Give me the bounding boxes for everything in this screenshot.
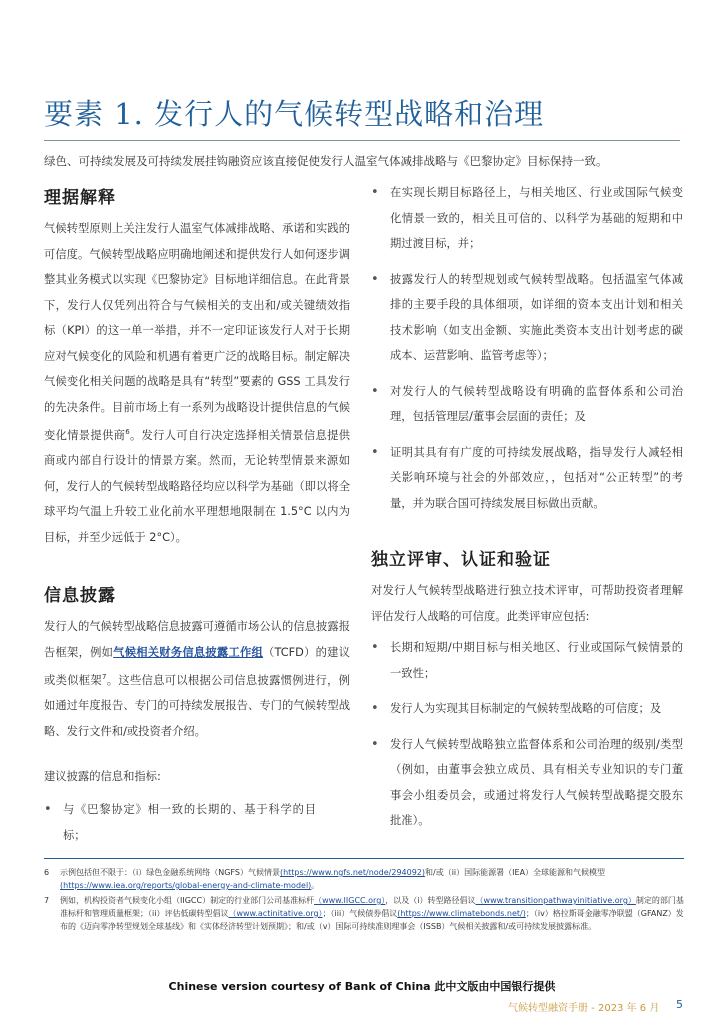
list-item: • 与《巴黎协定》相一致的长期的、基于科学的目标； — [44, 797, 316, 848]
act-link[interactable]: （www.actinitative.org） — [228, 909, 323, 918]
disclosure-heading: 信息披露 — [44, 586, 116, 606]
footnote-divider — [44, 858, 684, 859]
footnote-ref-6[interactable]: 6 — [125, 428, 130, 436]
review-heading: 独立评审、认证和验证 — [371, 550, 551, 570]
footnote-number: 6 — [44, 868, 50, 877]
footnote-text: 和/或（ii）国际能源署（IEA）全球能源和气候模型 — [425, 868, 606, 877]
rationale-text-part-1: 气候转型原则上关注发行人温室气体减排战略、承诺和实践的可信度。气候转型战略应明确地阐述和提供发行人如何逐步调整其业务模式以实现《巴黎协定》目标地详细信息。在此背景下，发行人仅凭列出符合与气候相关的支出和/或关键绩效指标（KPI）的这一单一举措，并不一定印证该发行人对于长期应对气候变化的风险和机遇有着更广泛的战略目标。制定解决气候变化相关问题的战略是具有“转型”要素的 GSS 工具发行的先决条件。目前市场上有一系列为战略设计提供信息的气候变化情景提供商 — [44, 222, 350, 442]
rationale-text-part-2: 。发行人可自行决定选择相关情景信息提供商或内部自行设计的情景方案。然而，无论转型情景来源如何，发行人的气候转型战略路径均应以科学为基础（即以将全球平均气温上升较工业化前水平理想地限制在 1.5°C 以内为目标，并至少远低于 2°C）。 — [44, 428, 350, 544]
disclosure-text-part-1: 发行人的气候转型战略信息披露可遵循市场公认的信息披露报告框架，例如 — [44, 620, 350, 659]
rationale-heading: 理据解释 — [44, 188, 116, 208]
list-item: • 发行人为实现其目标制定的气候转型战略的可信度；及 — [371, 696, 683, 722]
footnote-text: 例如，机构投资者气候变化小组（IIGCC）制定的行业部门公司基准标杆 — [60, 896, 315, 905]
list-item: • 披露发行人的转型规划或气候转型战略。包括温室气体减排的主要手段的具体细项，如详细的资本支出计划和相关技术影响（如支出金额、实施此类资本支出计划考虑的碳成本、运营影响、监管考虑等）； — [371, 267, 683, 369]
footnotes — [44, 866, 684, 935]
footnote-text: ；（iii）气候债券倡议 — [322, 909, 398, 918]
climatebonds-link[interactable]: (https://www.climatebonds.net/) — [397, 909, 526, 918]
iea-link[interactable]: (https://www.iea.org/reports/global-energy-and-climate-model) — [60, 881, 312, 890]
footnote-text: ；（iv）格拉斯哥金融零净联盟（GFANZ）发布的《迈向零净转型规划全球基线》和《实体经济转型计划预期》；和/或（v）国际可持续准则理事会（ISSB）气候相关披露和/或可持续发展披露标准。 — [60, 909, 684, 931]
right-top-bullet-list — [371, 180, 683, 526]
rationale-text — [44, 216, 350, 550]
footnote-text: ，以及（i）转型路径倡议 — [385, 896, 476, 905]
disclosure-text — [44, 614, 350, 744]
footnote-ref-7[interactable]: 7 — [101, 673, 107, 681]
ngfs-link[interactable]: (https://www.ngfs.net/node/294092) — [279, 868, 426, 877]
list-item: • 长期和短期/中期目标与相关地区、行业或国际气候情景的一致性； — [371, 635, 683, 686]
page-number: 5 — [676, 998, 683, 1011]
intro-text: 绿色、可持续发展及可持续发展挂钩融资应该直接促使发行人温室气体减排战略与《巴黎协定》目标保持一致。 — [44, 154, 608, 168]
list-item: • 发行人气候转型战略独立监督体系和公司治理的级别/类型（例如，由董事会独立成员、具有相关专业知识的专门董事会小组委员会，或通过将发行人气候转型战略提交股东批准）。 — [371, 732, 683, 834]
title-divider — [44, 140, 680, 141]
disclosure-text-part-3: 。这些信息可以根据公司信息披露惯例进行，例如通过年度报告、专门的可持续发展报告、专门的气候转型战略、发行文件和/或投资者介绍。 — [44, 673, 350, 738]
list-item: • 在实现长期目标路径上，与相关地区、行业或国际气候变化情景一致的，相关且可信的、以科学为基础的短期和中期过渡目标，并； — [371, 180, 683, 257]
left-bullet-list — [44, 797, 316, 858]
tpi-link[interactable]: （www.transitionpathwayinitiative.org） — [475, 896, 636, 905]
recommended-label: 建议披露的信息和指标: — [44, 770, 161, 783]
footer-source: 气候转型融资手册 - 2023 年 6 月 — [508, 1003, 660, 1014]
footnote-7 — [44, 894, 684, 933]
disclosure-text-part-2: （TCFD）的建议或类似框架 — [44, 645, 350, 687]
footnote-number: 7 — [44, 896, 50, 905]
list-item: • 证明其具有有广度的可持续发展战略，指导发行人减轻相关影响环境与社会的外部效应，，包括对“公正转型”的考量，并为联合国可持续发展目标做出贡献。 — [371, 440, 683, 517]
review-text: 对发行人气候转型战略进行独立技术评审，可帮助投资者理解评估发行人战略的可信度。此类评审应包括: — [371, 584, 683, 623]
page-title: 要素 1. 发行人的气候转型战略和治理 — [44, 97, 545, 131]
footnote-text: 。 — [311, 881, 320, 890]
right-bottom-bullet-list — [371, 635, 683, 844]
footnote-text: 制定的部门基准标杆和管理质量框架；（ii）评估低碳转型倡议 — [60, 896, 684, 918]
list-item: • 对发行人的气候转型战略设有明确的监督体系和公司治理，包括管理层/董事会层面的责任；及 — [371, 379, 683, 430]
footnote-6 — [44, 866, 684, 892]
footnote-text: 示例包括但不限于：（i）绿色金融系统网络（NGFS）气候情景 — [60, 868, 280, 877]
courtesy-line: Chinese version courtesy of Bank of China 此中文版由中国银行提供 — [168, 980, 556, 993]
tcfd-link[interactable]: 气候相关财务信息披露工作组 — [113, 645, 264, 659]
iigcc-link[interactable]: （www.IIGCC.org） — [314, 896, 386, 905]
